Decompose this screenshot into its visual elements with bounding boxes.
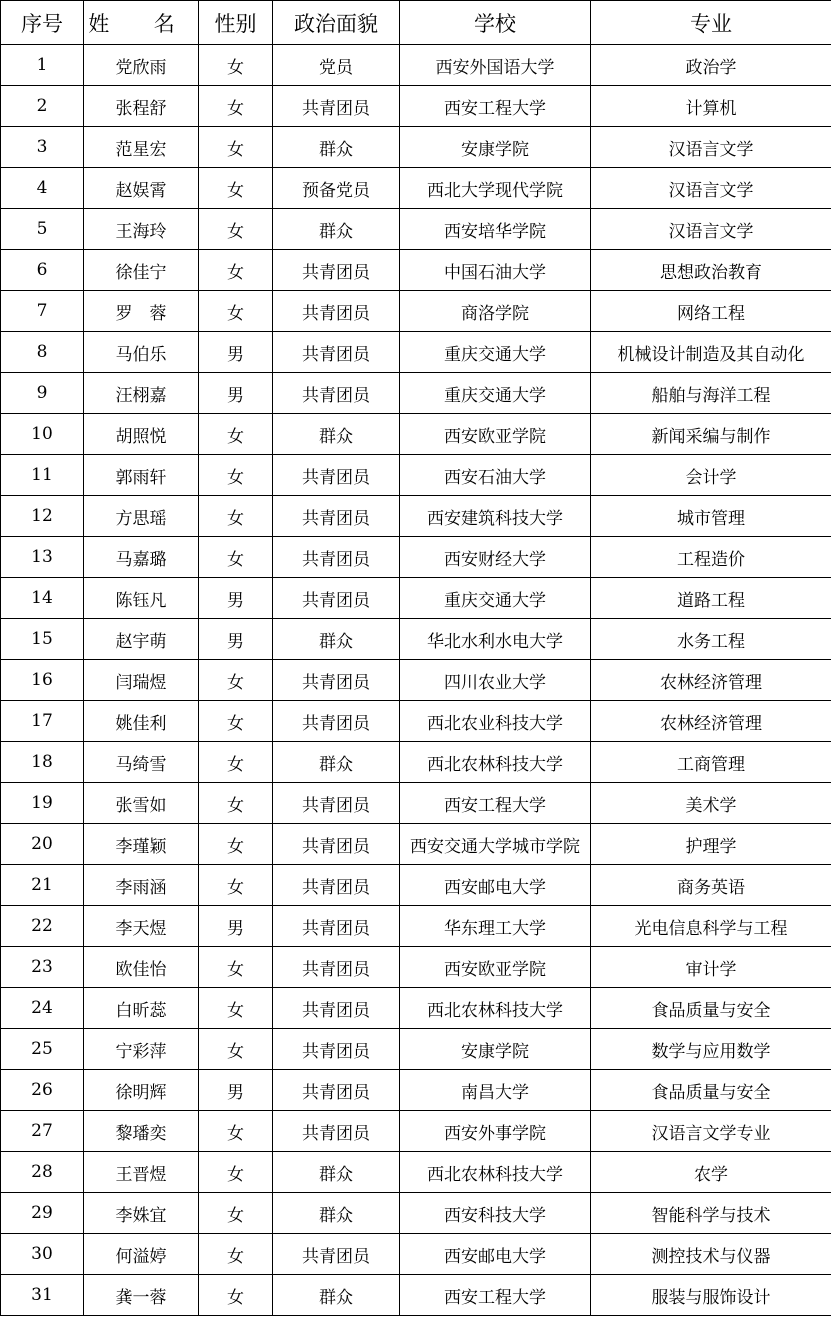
- cell-major: 食品质量与安全: [591, 988, 831, 1029]
- header-political: 政治面貌: [273, 1, 400, 45]
- cell-seq: 23: [1, 947, 84, 988]
- cell-seq: 8: [1, 332, 84, 373]
- cell-seq: 13: [1, 537, 84, 578]
- cell-school: 西安外国语大学: [400, 45, 591, 86]
- cell-major: 思想政治教育: [591, 250, 831, 291]
- header-row: [1, 1, 831, 45]
- cell-gender: 女: [199, 1234, 273, 1275]
- cell-name: 徐明辉: [84, 1070, 199, 1111]
- cell-major: 汉语言文学专业: [591, 1111, 831, 1152]
- cell-school: 南昌大学: [400, 1070, 591, 1111]
- cell-name: 黎璠奕: [84, 1111, 199, 1152]
- cell-gender: 女: [199, 701, 273, 742]
- cell-name: 李雨涵: [84, 865, 199, 906]
- cell-political: 共青团员: [273, 660, 400, 701]
- cell-name: 龚一蓉: [84, 1275, 199, 1316]
- cell-political: 共青团员: [273, 783, 400, 824]
- cell-political: 共青团员: [273, 1111, 400, 1152]
- cell-seq: 18: [1, 742, 84, 783]
- cell-gender: 女: [199, 1193, 273, 1234]
- cell-name: 范星宏: [84, 127, 199, 168]
- cell-major: 农林经济管理: [591, 701, 831, 742]
- header-school: 学校: [400, 1, 591, 45]
- table-row: [1, 783, 831, 824]
- cell-school: 四川农业大学: [400, 660, 591, 701]
- cell-name: 赵娱霄: [84, 168, 199, 209]
- table-row: [1, 947, 831, 988]
- cell-school: 安康学院: [400, 1029, 591, 1070]
- cell-name: 马伯乐: [84, 332, 199, 373]
- table-row: [1, 1275, 831, 1316]
- cell-name: 李天煜: [84, 906, 199, 947]
- cell-seq: 19: [1, 783, 84, 824]
- cell-gender: 女: [199, 1111, 273, 1152]
- cell-gender: 女: [199, 783, 273, 824]
- cell-name: 马绮雪: [84, 742, 199, 783]
- table-row: [1, 414, 831, 455]
- cell-seq: 9: [1, 373, 84, 414]
- cell-seq: 15: [1, 619, 84, 660]
- cell-seq: 22: [1, 906, 84, 947]
- cell-name: 欧佳怡: [84, 947, 199, 988]
- cell-school: 西安欧亚学院: [400, 414, 591, 455]
- cell-gender: 女: [199, 45, 273, 86]
- cell-name: 胡照悦: [84, 414, 199, 455]
- table-row: [1, 291, 831, 332]
- cell-political: 党员: [273, 45, 400, 86]
- cell-seq: 28: [1, 1152, 84, 1193]
- cell-major: 美术学: [591, 783, 831, 824]
- cell-school: 西安邮电大学: [400, 865, 591, 906]
- cell-seq: 7: [1, 291, 84, 332]
- cell-political: 群众: [273, 127, 400, 168]
- cell-seq: 20: [1, 824, 84, 865]
- cell-gender: 女: [199, 86, 273, 127]
- cell-name: 姚佳利: [84, 701, 199, 742]
- cell-political: 共青团员: [273, 291, 400, 332]
- cell-gender: 女: [199, 824, 273, 865]
- cell-gender: 女: [199, 291, 273, 332]
- table-row: [1, 332, 831, 373]
- cell-name: 李瑾颖: [84, 824, 199, 865]
- cell-political: 共青团员: [273, 578, 400, 619]
- cell-major: 政治学: [591, 45, 831, 86]
- cell-political: 共青团员: [273, 86, 400, 127]
- table-row: [1, 537, 831, 578]
- cell-political: 群众: [273, 1275, 400, 1316]
- cell-major: 会计学: [591, 455, 831, 496]
- cell-school: 西安工程大学: [400, 783, 591, 824]
- cell-seq: 27: [1, 1111, 84, 1152]
- cell-major: 城市管理: [591, 496, 831, 537]
- cell-political: 共青团员: [273, 1070, 400, 1111]
- cell-seq: 3: [1, 127, 84, 168]
- cell-political: 共青团员: [273, 250, 400, 291]
- cell-name: 宁彩萍: [84, 1029, 199, 1070]
- cell-seq: 17: [1, 701, 84, 742]
- cell-political: 共青团员: [273, 865, 400, 906]
- cell-gender: 女: [199, 209, 273, 250]
- cell-seq: 2: [1, 86, 84, 127]
- cell-gender: 女: [199, 455, 273, 496]
- cell-seq: 25: [1, 1029, 84, 1070]
- cell-gender: 女: [199, 1275, 273, 1316]
- cell-major: 服装与服饰设计: [591, 1275, 831, 1316]
- table-row: [1, 1070, 831, 1111]
- cell-major: 汉语言文学: [591, 127, 831, 168]
- cell-name: 张雪如: [84, 783, 199, 824]
- cell-gender: 男: [199, 373, 273, 414]
- cell-major: 光电信息科学与工程: [591, 906, 831, 947]
- table-row: [1, 824, 831, 865]
- cell-major: 审计学: [591, 947, 831, 988]
- cell-school: 西安邮电大学: [400, 1234, 591, 1275]
- cell-name: 王海玲: [84, 209, 199, 250]
- cell-seq: 21: [1, 865, 84, 906]
- cell-seq: 29: [1, 1193, 84, 1234]
- table-row: [1, 1111, 831, 1152]
- table-row: [1, 373, 831, 414]
- cell-major: 食品质量与安全: [591, 1070, 831, 1111]
- table-row: [1, 619, 831, 660]
- cell-gender: 女: [199, 1029, 273, 1070]
- cell-school: 西北大学现代学院: [400, 168, 591, 209]
- cell-school: 中国石油大学: [400, 250, 591, 291]
- cell-gender: 女: [199, 865, 273, 906]
- cell-school: 西安石油大学: [400, 455, 591, 496]
- cell-name: 白昕蕊: [84, 988, 199, 1029]
- cell-gender: 女: [199, 947, 273, 988]
- cell-major: 新闻采编与制作: [591, 414, 831, 455]
- cell-name: 方思瑶: [84, 496, 199, 537]
- cell-school: 西安财经大学: [400, 537, 591, 578]
- cell-gender: 男: [199, 619, 273, 660]
- cell-name: 李姝宜: [84, 1193, 199, 1234]
- cell-political: 共青团员: [273, 455, 400, 496]
- table-row: [1, 496, 831, 537]
- cell-school: 西安工程大学: [400, 86, 591, 127]
- cell-name: 罗 蓉: [84, 291, 199, 332]
- cell-school: 西北农林科技大学: [400, 1152, 591, 1193]
- cell-major: 机械设计制造及其自动化: [591, 332, 831, 373]
- cell-major: 船舶与海洋工程: [591, 373, 831, 414]
- cell-gender: 男: [199, 906, 273, 947]
- cell-seq: 14: [1, 578, 84, 619]
- cell-major: 农林经济管理: [591, 660, 831, 701]
- cell-major: 商务英语: [591, 865, 831, 906]
- cell-gender: 女: [199, 988, 273, 1029]
- table-row: [1, 578, 831, 619]
- cell-seq: 11: [1, 455, 84, 496]
- cell-political: 群众: [273, 742, 400, 783]
- cell-seq: 6: [1, 250, 84, 291]
- table-row: [1, 906, 831, 947]
- cell-name: 徐佳宁: [84, 250, 199, 291]
- cell-name: 郭雨轩: [84, 455, 199, 496]
- cell-seq: 12: [1, 496, 84, 537]
- cell-political: 共青团员: [273, 824, 400, 865]
- cell-political: 群众: [273, 1193, 400, 1234]
- cell-name: 汪栩嘉: [84, 373, 199, 414]
- table-body: [1, 45, 831, 1316]
- cell-major: 道路工程: [591, 578, 831, 619]
- cell-school: 西安工程大学: [400, 1275, 591, 1316]
- cell-gender: 男: [199, 1070, 273, 1111]
- cell-political: 共青团员: [273, 537, 400, 578]
- cell-political: 群众: [273, 414, 400, 455]
- cell-gender: 女: [199, 250, 273, 291]
- cell-seq: 1: [1, 45, 84, 86]
- cell-name: 闫瑞煜: [84, 660, 199, 701]
- cell-seq: 26: [1, 1070, 84, 1111]
- cell-political: 共青团员: [273, 947, 400, 988]
- cell-seq: 5: [1, 209, 84, 250]
- cell-name: 赵宇萌: [84, 619, 199, 660]
- cell-political: 共青团员: [273, 373, 400, 414]
- table-row: [1, 1152, 831, 1193]
- table-row: [1, 250, 831, 291]
- cell-gender: 女: [199, 414, 273, 455]
- cell-seq: 4: [1, 168, 84, 209]
- cell-major: 网络工程: [591, 291, 831, 332]
- cell-name: 何溢婷: [84, 1234, 199, 1275]
- cell-seq: 10: [1, 414, 84, 455]
- cell-school: 西安外事学院: [400, 1111, 591, 1152]
- cell-political: 预备党员: [273, 168, 400, 209]
- table-row: [1, 701, 831, 742]
- cell-seq: 30: [1, 1234, 84, 1275]
- cell-political: 群众: [273, 619, 400, 660]
- cell-seq: 16: [1, 660, 84, 701]
- cell-political: 共青团员: [273, 1234, 400, 1275]
- table-row: [1, 988, 831, 1029]
- table-header: [1, 1, 831, 45]
- cell-major: 汉语言文学: [591, 209, 831, 250]
- cell-school: 西北农林科技大学: [400, 988, 591, 1029]
- cell-seq: 24: [1, 988, 84, 1029]
- cell-major: 水务工程: [591, 619, 831, 660]
- table-row: [1, 168, 831, 209]
- table-row: [1, 742, 831, 783]
- cell-school: 西安科技大学: [400, 1193, 591, 1234]
- cell-name: 张程舒: [84, 86, 199, 127]
- table-row: [1, 1234, 831, 1275]
- header-seq: 序号: [1, 1, 84, 45]
- cell-school: 西安欧亚学院: [400, 947, 591, 988]
- cell-major: 农学: [591, 1152, 831, 1193]
- cell-seq: 31: [1, 1275, 84, 1316]
- table-row: [1, 455, 831, 496]
- cell-political: 群众: [273, 1152, 400, 1193]
- cell-major: 工程造价: [591, 537, 831, 578]
- cell-school: 西北农业科技大学: [400, 701, 591, 742]
- header-gender: 性别: [199, 1, 273, 45]
- cell-major: 汉语言文学: [591, 168, 831, 209]
- cell-school: 重庆交通大学: [400, 578, 591, 619]
- header-name: 姓 名: [84, 1, 199, 45]
- cell-school: 安康学院: [400, 127, 591, 168]
- cell-major: 计算机: [591, 86, 831, 127]
- cell-political: 群众: [273, 209, 400, 250]
- table-row: [1, 865, 831, 906]
- cell-gender: 女: [199, 496, 273, 537]
- table-row: [1, 127, 831, 168]
- cell-gender: 男: [199, 332, 273, 373]
- cell-name: 马嘉璐: [84, 537, 199, 578]
- cell-name: 王晋煜: [84, 1152, 199, 1193]
- cell-major: 数学与应用数学: [591, 1029, 831, 1070]
- cell-school: 商洛学院: [400, 291, 591, 332]
- cell-gender: 女: [199, 168, 273, 209]
- cell-major: 测控技术与仪器: [591, 1234, 831, 1275]
- table-row: [1, 660, 831, 701]
- cell-school: 华北水利水电大学: [400, 619, 591, 660]
- cell-political: 共青团员: [273, 701, 400, 742]
- header-major: 专业: [591, 1, 831, 45]
- cell-school: 重庆交通大学: [400, 332, 591, 373]
- cell-name: 陈钰凡: [84, 578, 199, 619]
- cell-political: 共青团员: [273, 1029, 400, 1070]
- cell-political: 共青团员: [273, 332, 400, 373]
- table-row: [1, 45, 831, 86]
- table-row: [1, 209, 831, 250]
- cell-school: 华东理工大学: [400, 906, 591, 947]
- cell-major: 智能科学与技术: [591, 1193, 831, 1234]
- cell-gender: 女: [199, 660, 273, 701]
- cell-gender: 女: [199, 1152, 273, 1193]
- cell-school: 西安交通大学城市学院: [400, 824, 591, 865]
- cell-political: 共青团员: [273, 988, 400, 1029]
- cell-school: 西安建筑科技大学: [400, 496, 591, 537]
- table-row: [1, 86, 831, 127]
- cell-school: 西安培华学院: [400, 209, 591, 250]
- cell-school: 重庆交通大学: [400, 373, 591, 414]
- table-row: [1, 1193, 831, 1234]
- cell-major: 护理学: [591, 824, 831, 865]
- table-row: [1, 1029, 831, 1070]
- cell-name: 党欣雨: [84, 45, 199, 86]
- cell-gender: 女: [199, 742, 273, 783]
- cell-gender: 女: [199, 127, 273, 168]
- cell-political: 共青团员: [273, 906, 400, 947]
- cell-gender: 女: [199, 537, 273, 578]
- cell-major: 工商管理: [591, 742, 831, 783]
- cell-political: 共青团员: [273, 496, 400, 537]
- cell-gender: 男: [199, 578, 273, 619]
- cell-school: 西北农林科技大学: [400, 742, 591, 783]
